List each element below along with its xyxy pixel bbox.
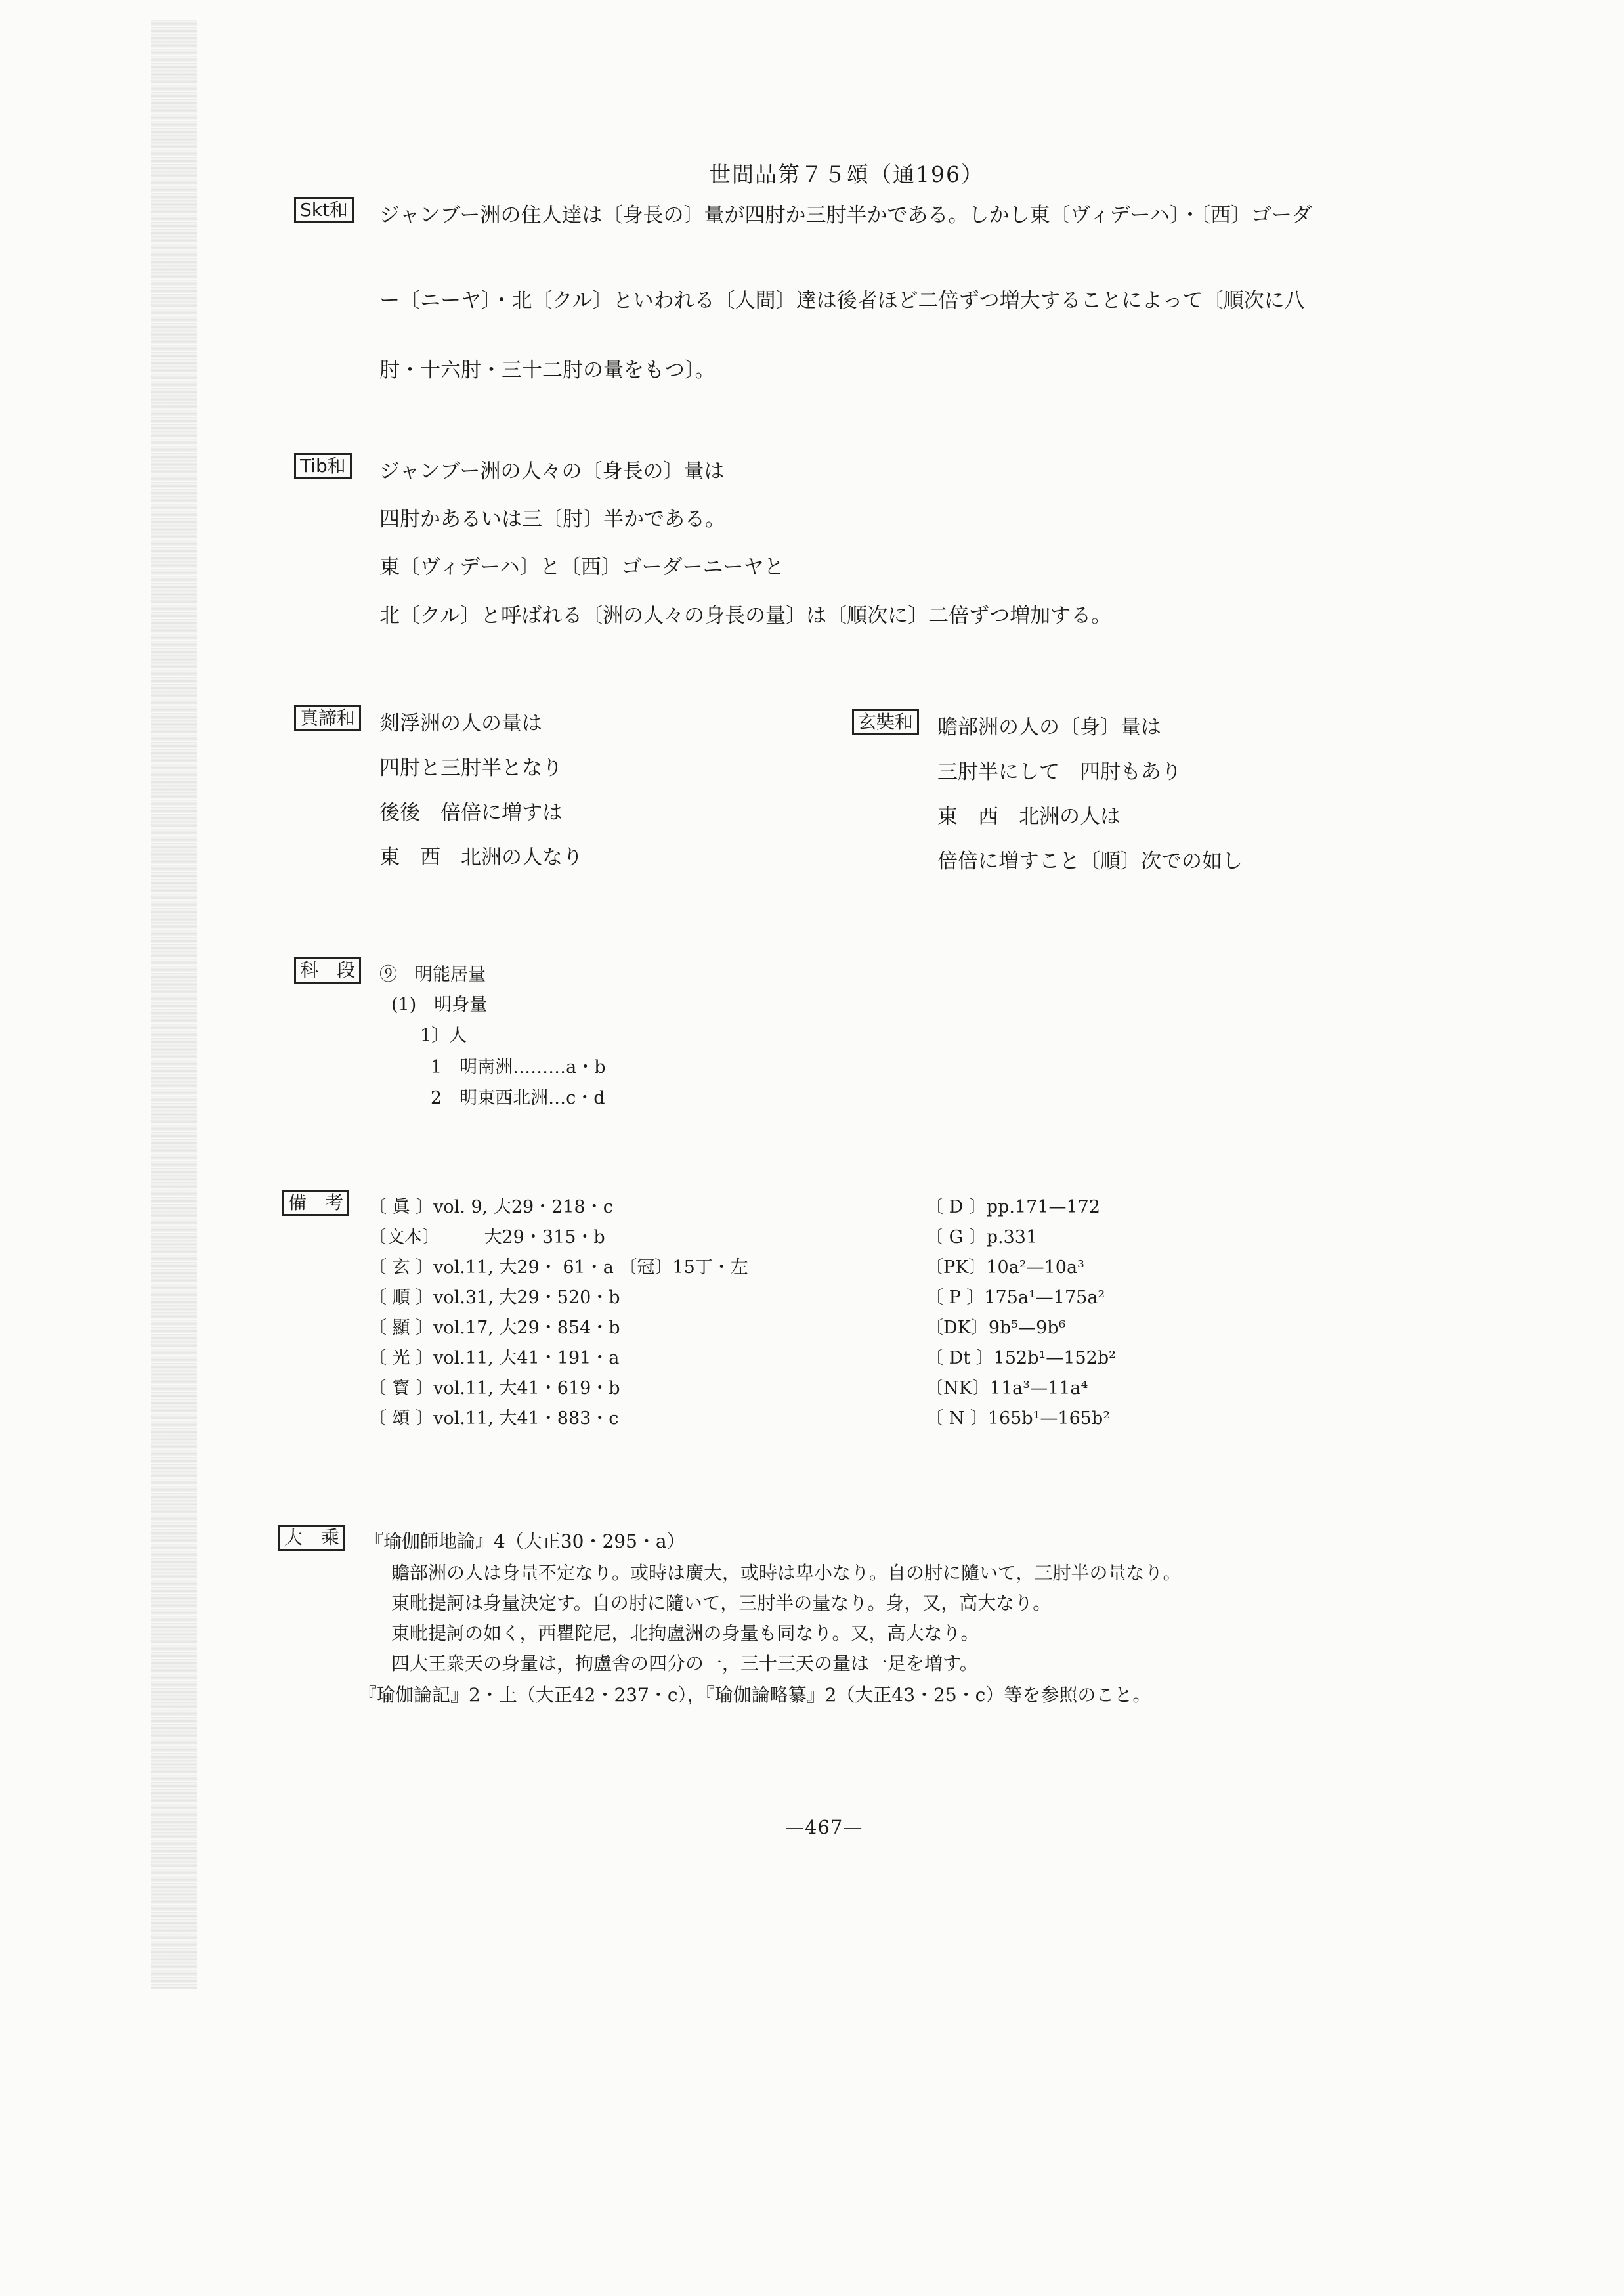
biko-right-2: 〔 G 〕p.331 — [926, 1227, 1038, 1247]
skt-line-2: ー〔ニーヤ〕・北〔クル〕といわれる〔人間〕達は後者ほど二倍ずつ増大することによって〔順次に八 — [379, 289, 1305, 313]
daijo-line-6: 『瑜伽論記』2・上（大正42・237・c），『瑜伽論略纂』2（大正43・25・c）等を参照のこと。 — [358, 1684, 1151, 1706]
skt-tag: Skt和 — [294, 197, 354, 223]
biko-right-6: 〔 Dt 〕152b¹—152b² — [926, 1348, 1116, 1368]
skt-line-3: 肘・十六肘・三十二肘の量をもつ〕。 — [379, 358, 716, 382]
biko-right-7: 〔NK〕11a³—11a⁴ — [926, 1378, 1088, 1398]
genjo-line-4: 倍倍に増すこと〔順〕次での如し — [937, 850, 1243, 873]
kadan-tag: 科 段 — [294, 957, 361, 984]
tib-line-4: 北〔クル〕と呼ばれる〔洲の人々の身長の量〕は〔順次に〕二倍ずつ増加する。 — [379, 604, 1112, 628]
skt-line-1: ジャンブー洲の住人達は〔身長の〕量が四肘か三肘半かである。しかし東〔ヴィデーハ〕・〔西〕ゴーダ — [379, 204, 1313, 227]
page-title: 世間品第７５頌（通196） — [709, 162, 984, 187]
daijo-line-4: 東毗提訶の如く，西瞿陀尼，北拘盧洲の身量も同なり。又，高大なり。 — [391, 1622, 979, 1644]
biko-left-4: 〔 順 〕vol.31, 大29・520・b — [369, 1288, 620, 1308]
daijo-line-2: 贍部洲の人は身量不定なり。或時は廣大，或時は卑小なり。自の肘に隨いて，三肘半の量なり。 — [391, 1562, 1182, 1584]
kadan-line-4: 1 明南洲………a・b — [431, 1057, 606, 1077]
genjo-line-1: 贍部洲の人の〔身〕量は — [937, 716, 1161, 739]
genjo-tag: 玄奘和 — [852, 709, 919, 735]
shindai-tag: 真諦和 — [294, 705, 361, 731]
biko-right-5: 〔DK〕9b⁵—9b⁶ — [926, 1318, 1066, 1338]
biko-left-5: 〔 顯 〕vol.17, 大29・854・b — [369, 1318, 620, 1338]
shindai-line-1: 剡浮洲の人の量は — [379, 712, 542, 735]
biko-right-4: 〔 P 〕175a¹—175a² — [926, 1288, 1105, 1308]
biko-left-7: 〔 寳 〕vol.11, 大41・619・b — [369, 1378, 620, 1398]
scan-edge-noise — [151, 20, 197, 1989]
biko-left-6: 〔 光 〕vol.11, 大41・191・a — [369, 1348, 620, 1368]
tib-tag: Tib和 — [294, 453, 352, 479]
kadan-line-2: (1) 明身量 — [391, 995, 488, 1015]
page-number: —467— — [785, 1816, 863, 1838]
shindai-line-2: 四肘と三肘半となり — [379, 756, 563, 780]
biko-left-8: 〔 頌 〕vol.11, 大41・883・c — [369, 1408, 619, 1429]
tib-line-1: ジャンブー洲の人々の〔身長の〕量は — [379, 460, 725, 483]
tib-line-3: 東〔ヴィデーハ〕と〔西〕ゴーダーニーヤと — [379, 555, 784, 579]
biko-right-1: 〔 D 〕pp.171—172 — [926, 1197, 1101, 1217]
biko-left-3: 〔 玄 〕vol.11, 大29・ 61・a 〔冠〕15丁・左 — [369, 1257, 748, 1278]
biko-tag: 備 考 — [282, 1190, 349, 1216]
shindai-line-3: 後後 倍倍に増すは — [379, 801, 563, 825]
biko-left-1: 〔 眞 〕vol. 9, 大29・218・c — [369, 1197, 613, 1217]
kadan-line-3: 1〕人 — [420, 1026, 467, 1046]
daijo-tag: 大 乘 — [278, 1525, 345, 1551]
biko-right-8: 〔 N 〕165b¹—165b² — [926, 1408, 1111, 1429]
daijo-line-3: 東毗提訶は身量決定す。自の肘に隨いて，三肘半の量なり。身，又，高大なり。 — [391, 1592, 1052, 1614]
biko-right-3: 〔PK〕10a²—10a³ — [926, 1257, 1084, 1278]
genjo-line-2: 三肘半にして 四肘もあり — [937, 760, 1182, 784]
kadan-line-1: ⑨ 明能居量 — [379, 964, 486, 985]
genjo-line-3: 東 西 北洲の人は — [937, 805, 1121, 829]
shindai-line-4: 東 西 北洲の人なり — [379, 846, 583, 869]
daijo-line-1: 『瑜伽師地論』4（大正30・295・a） — [365, 1530, 685, 1552]
tib-line-2: 四肘かあるいは三〔肘〕半かである。 — [379, 508, 725, 531]
biko-left-2: 〔文本〕 大29・315・b — [369, 1227, 605, 1247]
kadan-line-5: 2 明東西北洲…c・d — [431, 1088, 605, 1108]
daijo-line-5: 四大王衆天の身量は，拘盧舎の四分の一，三十三天の量は一足を増す。 — [391, 1653, 978, 1674]
